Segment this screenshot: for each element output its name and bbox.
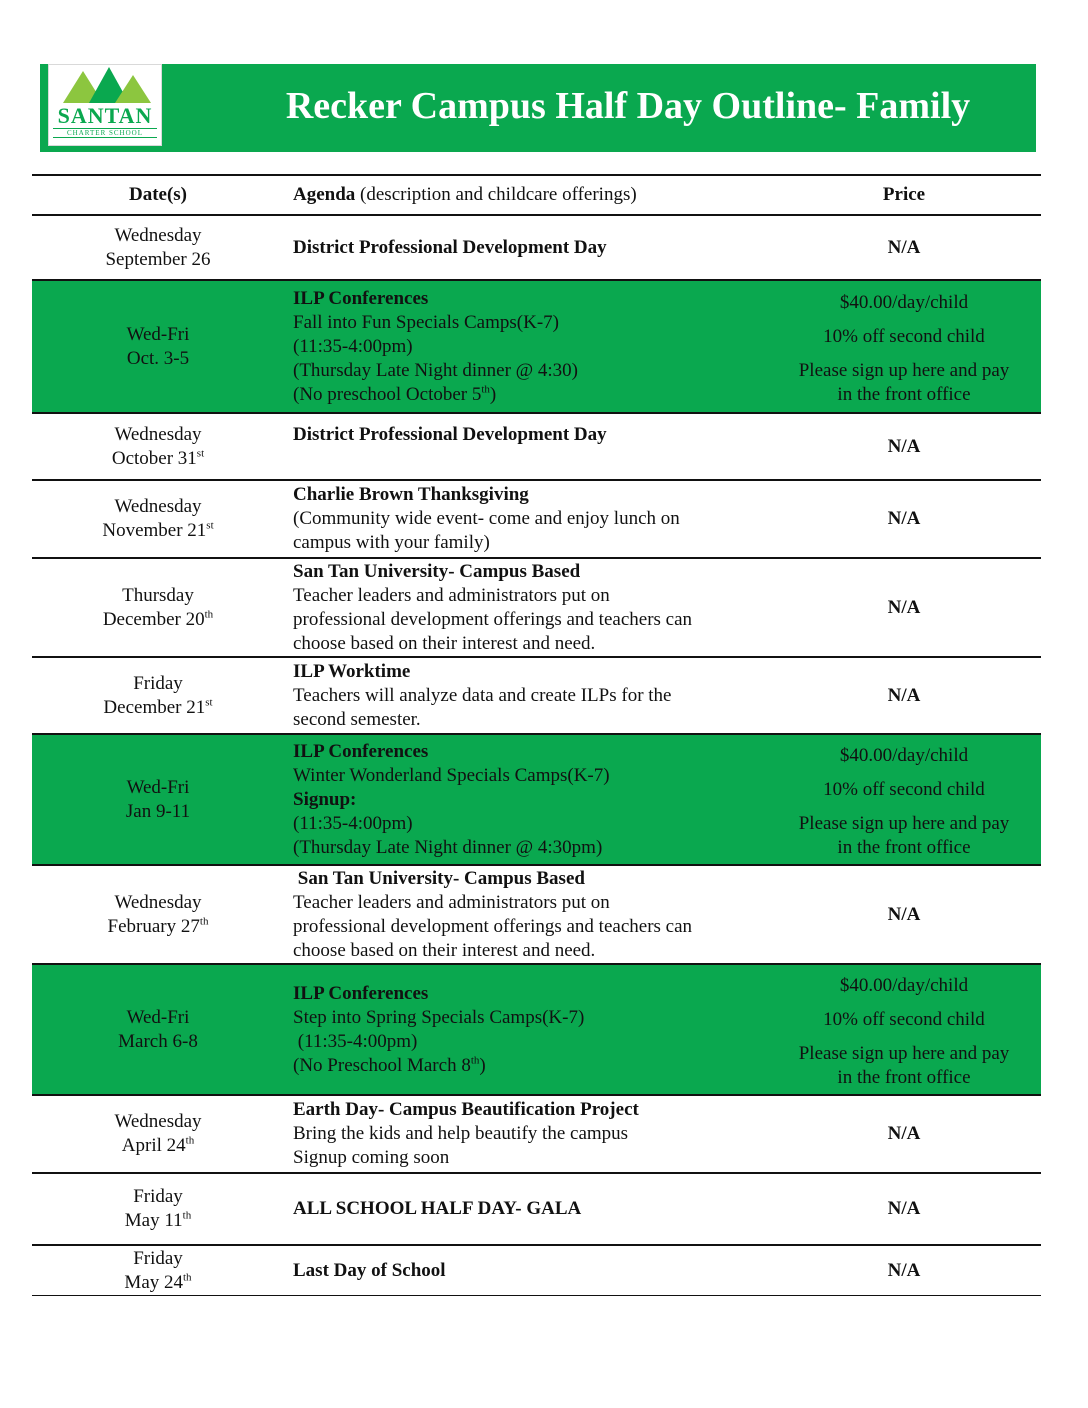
price-amount: $40.00/day/child (839, 745, 969, 766)
santan-logo (48, 64, 162, 146)
column-header-price: Price (882, 184, 926, 205)
date-value: September 26 (105, 248, 211, 270)
agenda-cell (293, 559, 773, 656)
date-day: Friday (133, 1247, 183, 1269)
agenda-line: Bring the kids and help beautify the campus (293, 1123, 629, 1144)
column-header-agenda (293, 176, 773, 214)
date-day: Wed-Fri (126, 1006, 190, 1028)
date-value: December 20th (102, 608, 214, 630)
table-row (32, 1096, 1041, 1174)
agenda-line: professional development offerings and teachers can (293, 915, 693, 937)
date-cell (32, 866, 284, 963)
table-row (32, 281, 1041, 414)
price-cell: N/A (887, 1198, 921, 1219)
date-day: Wednesday (114, 423, 202, 445)
agenda-cell (293, 866, 773, 963)
column-header-agenda-bold: Agenda (293, 184, 356, 205)
schedule-table (32, 174, 1041, 1296)
date-value: December 21st (103, 696, 213, 718)
date-value: March 6-8 (118, 1030, 198, 1052)
date-value: Jan 9-11 (125, 800, 191, 822)
price-note: Please sign up here and pay (798, 360, 1010, 381)
agenda-line: professional development offerings and teachers can (293, 608, 693, 630)
date-value: Oct. 3-5 (126, 347, 190, 369)
agenda-title: San Tan University- Campus Based (293, 560, 581, 582)
mountain-logo-icon (49, 65, 161, 105)
agenda-line: (11:35-4:00pm) (293, 812, 413, 834)
agenda-line: Signup coming soon (293, 1147, 450, 1168)
date-cell (32, 559, 284, 656)
date-value: May 24th (124, 1271, 192, 1293)
date-value: February 27th (107, 915, 209, 937)
agenda-title: ALL SCHOOL HALF DAY- GALA (293, 1198, 582, 1219)
table-row (32, 481, 1041, 559)
price-discount: 10% off second child (823, 779, 985, 800)
price-cell: N/A (887, 596, 921, 618)
price-cell: N/A (887, 435, 921, 457)
table-row (32, 735, 1041, 866)
date-cell (32, 1174, 284, 1244)
date-value: November 21st (102, 519, 214, 541)
date-day: Wednesday (114, 1111, 202, 1132)
page-title: Recker Campus Half Day Outline- Family (285, 85, 971, 127)
date-day: Friday (133, 672, 183, 694)
agenda-title: San Tan University- Campus Based (293, 867, 585, 889)
price-note: in the front office (837, 837, 971, 858)
column-header-dates: Date(s) (128, 184, 188, 205)
signup-label: Signup: (293, 788, 357, 810)
price-amount: $40.00/day/child (839, 975, 969, 996)
table-row (32, 559, 1041, 658)
date-cell (32, 965, 284, 1094)
agenda-title: Charlie Brown Thanksgiving (293, 484, 529, 505)
table-row (32, 866, 1041, 965)
agenda-cell (293, 1246, 773, 1295)
agenda-line: Step into Spring Specials Camps(K-7) (293, 1006, 585, 1028)
date-value: May 11th (124, 1209, 192, 1231)
logo-subtitle: CHARTER SCHOOL (53, 128, 157, 138)
agenda-cell (293, 481, 773, 557)
table-row (32, 1174, 1041, 1246)
date-cell (32, 414, 284, 479)
table-row (32, 1246, 1041, 1296)
agenda-cell (293, 965, 773, 1094)
date-cell (32, 281, 284, 412)
date-day: Wed-Fri (126, 776, 190, 798)
table-row (32, 965, 1041, 1096)
agenda-line: choose based on their interest and need. (293, 632, 596, 654)
column-header-agenda-desc: (description and childcare offerings) (355, 184, 637, 205)
agenda-line: Teacher leaders and administrators put on (293, 584, 610, 606)
agenda-title: Last Day of School (293, 1259, 446, 1281)
date-cell (32, 481, 284, 557)
agenda-cell (293, 1174, 773, 1244)
table-row (32, 414, 1041, 481)
agenda-line: Fall into Fun Specials Camps(K-7) (293, 311, 559, 333)
date-cell (32, 658, 284, 733)
agenda-cell (293, 1096, 773, 1172)
agenda-title: District Professional Development Day (293, 237, 607, 258)
date-day: Wednesday (114, 496, 202, 517)
price-cell: N/A (887, 236, 921, 258)
agenda-line: (Thursday Late Night dinner @ 4:30) (293, 359, 579, 381)
agenda-line: (11:35-4:00pm) (293, 335, 413, 357)
agenda-line: Teachers will analyze data and create ILPs for the (293, 684, 672, 706)
agenda-title: Earth Day- Campus Beautification Project (293, 1099, 639, 1120)
agenda-title: ILP Conferences (293, 740, 429, 762)
price-cell: N/A (887, 684, 921, 706)
agenda-line: (Community wide event- come and enjoy lunch on (293, 508, 680, 529)
date-value: October 31st (111, 447, 205, 469)
price-note: Please sign up here and pay (798, 1043, 1010, 1064)
price-discount: 10% off second child (823, 326, 985, 347)
price-cell (774, 735, 1034, 864)
price-cell: N/A (887, 1259, 921, 1281)
agenda-cell (293, 414, 773, 479)
agenda-cell (293, 281, 773, 412)
agenda-line: campus with your family) (293, 532, 490, 553)
price-note: in the front office (837, 1067, 971, 1088)
logo-name: SANTAN (57, 103, 153, 128)
price-cell (774, 281, 1034, 412)
agenda-title: ILP Worktime (293, 660, 411, 682)
agenda-title: ILP Conferences (293, 287, 429, 309)
agenda-line: second semester. (293, 708, 421, 730)
date-day: Wed-Fri (126, 323, 190, 345)
agenda-line: (Thursday Late Night dinner @ 4:30pm) (293, 836, 603, 858)
agenda-line: Winter Wonderland Specials Camps(K-7) (293, 764, 610, 786)
date-day: Wednesday (114, 224, 202, 246)
date-cell (32, 216, 284, 279)
agenda-cell (293, 658, 773, 733)
agenda-cell (293, 735, 773, 864)
agenda-cell (293, 216, 773, 279)
date-cell (32, 735, 284, 864)
agenda-line: Teacher leaders and administrators put on (293, 891, 610, 913)
agenda-line: choose based on their interest and need. (293, 939, 596, 961)
agenda-line: (No Preschool March 8th) (293, 1054, 486, 1076)
date-day: Thursday (122, 584, 194, 606)
agenda-line: (11:35-4:00pm) (293, 1030, 418, 1052)
date-cell (32, 1246, 284, 1295)
table-header-row (32, 176, 1041, 216)
agenda-title: District Professional Development Day (293, 424, 607, 445)
price-amount: $40.00/day/child (839, 292, 969, 313)
agenda-line: (No preschool October 5th) (293, 383, 497, 405)
date-cell (32, 1096, 284, 1172)
table-row (32, 658, 1041, 735)
date-day: Friday (133, 1186, 183, 1207)
table-row (32, 216, 1041, 281)
price-cell (774, 965, 1034, 1094)
date-day: Wednesday (114, 891, 202, 913)
title-banner (40, 64, 1036, 152)
price-cell: N/A (887, 1123, 921, 1144)
agenda-title: ILP Conferences (293, 982, 429, 1004)
price-note: Please sign up here and pay (798, 813, 1010, 834)
price-cell: N/A (887, 508, 921, 529)
price-note: in the front office (837, 384, 971, 405)
price-cell: N/A (887, 903, 921, 925)
date-value: April 24th (121, 1134, 195, 1156)
price-discount: 10% off second child (823, 1009, 985, 1030)
